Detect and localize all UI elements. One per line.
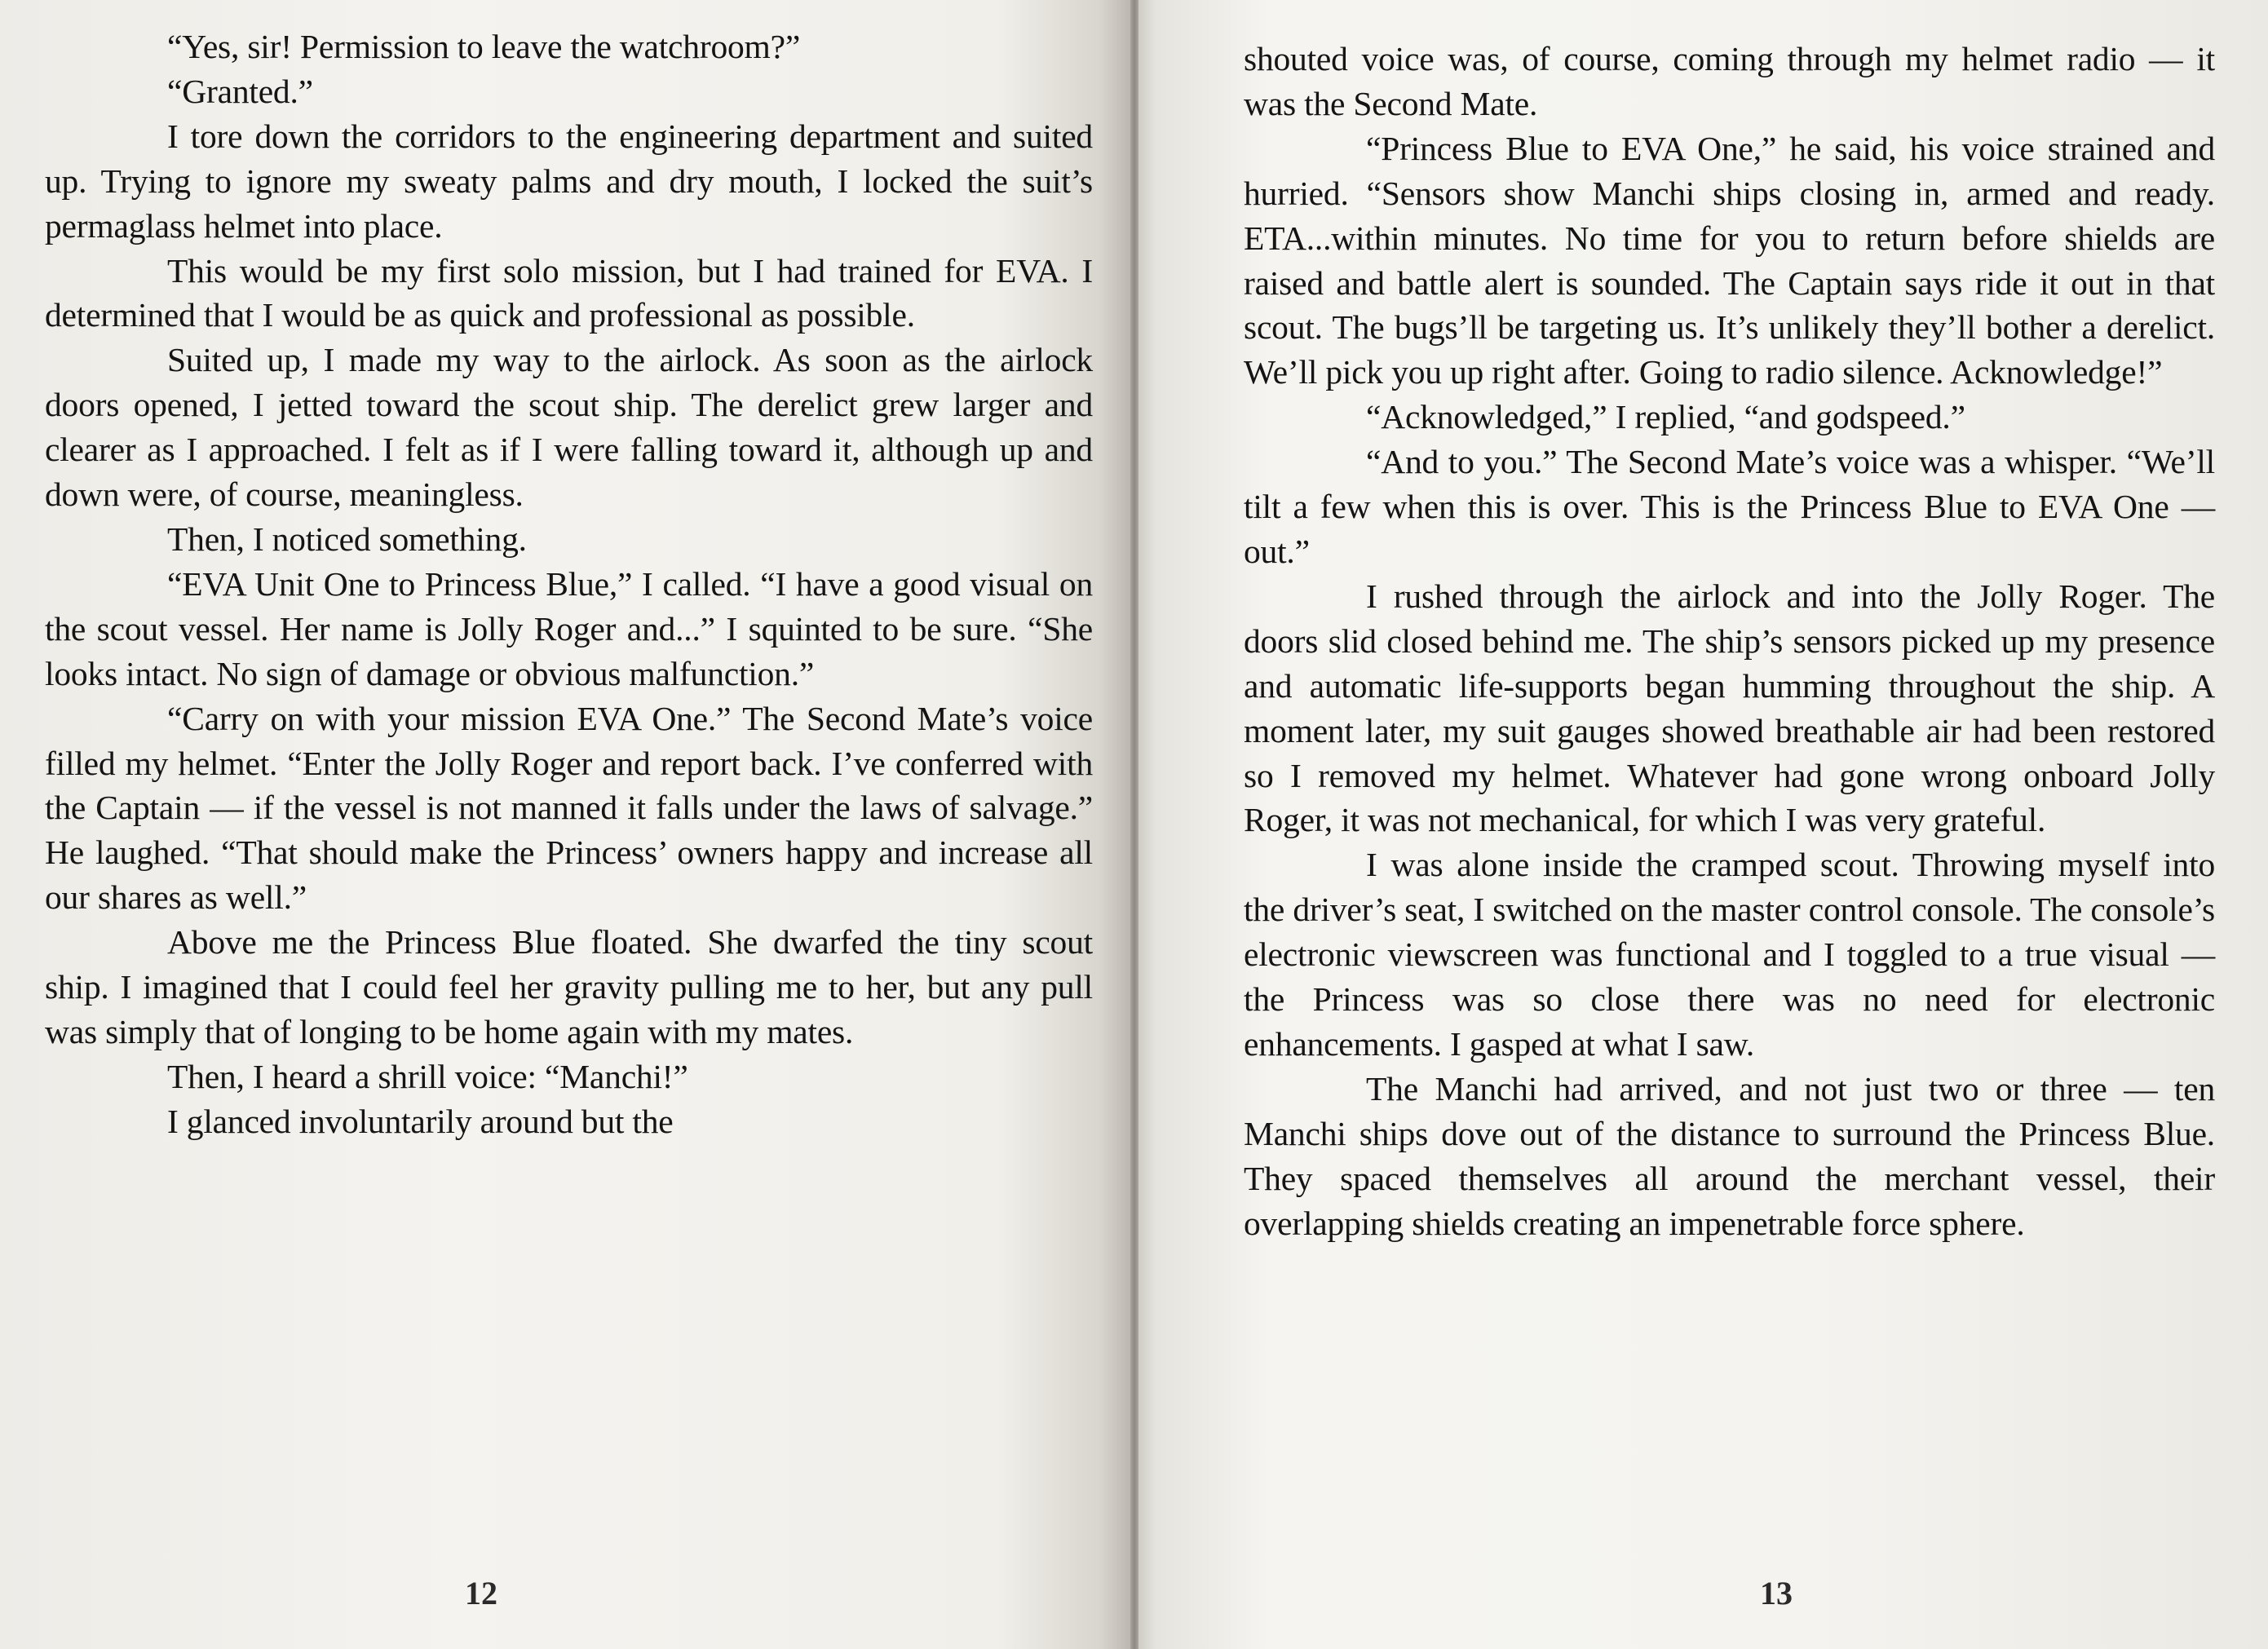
paragraph: “Granted.”	[167, 72, 313, 110]
paragraph: Then, I heard a shrill voice: “Manchi!”	[167, 1057, 688, 1095]
paragraph: “Carry on with your mission EVA One.” The Second Mate’s voice filled my helmet. “Enter the Jolly Roger and report back. I’ve conferred with the Captain — if the vessel is not manned it falls under the laws of salvage.” He laughed. “That should make the Princess’ owners happy and increase all our shares as well.”	[45, 699, 1093, 917]
paragraph: The Manchi had arrived, and not just two or three — ten Manchi ships dove out of the distance to surround the Princess Blue. They spaced themselves all around the merchant vessel, their overlapping shields creating an impenetrable force sphere.	[1244, 1069, 2215, 1242]
paragraph: I rushed through the airlock and into the Jolly Roger. The doors slid closed behind me. The ship’s sensors picked up my presence and automatic life-supports began humming throughout the ship. A moment later, my suit gauges showed breathable air had been restored so I removed my helmet. Whatever had gone wrong onboard Jolly Roger, it was not mechanical, for which I was very grateful.	[1244, 577, 2215, 839]
paragraph: I glanced involuntarily around but the	[167, 1102, 674, 1140]
paragraph: I was alone inside the cramped scout. Throwing myself into the driver’s seat, I switched on the master control console. The console’s electronic viewscreen was functional and I toggled to a true visual — the Princess was so close there was no need for electronic enhancements. I gasped at what I saw.	[1244, 846, 2215, 1063]
page-number: 13	[1760, 1575, 1793, 1611]
paragraph: “Yes, sir! Permission to leave the watchroom?”	[167, 28, 801, 65]
paragraph: Suited up, I made my way to the airlock. As soon as the airlock doors opened, I jetted toward the scout ship. The derelict grew larger and clearer as I approached. I felt as if I were falling toward it, although up and down were, of course, meaningless.	[45, 341, 1093, 514]
paragraph: shouted voice was, of course, coming through my helmet radio — it was the Second Mate.	[1244, 40, 2215, 122]
right-page-text	[1244, 37, 2215, 1245]
page-number: 12	[465, 1575, 497, 1611]
book-gutter	[1130, 0, 1138, 1649]
paragraph: “EVA Unit One to Princess Blue,” I called. “I have a good visual on the scout vessel. Her name is Jolly Roger and...” I squinted to be sure. “She looks intact. No sign of damage or obvious malfunction.”	[45, 564, 1093, 692]
paragraph: Above me the Princess Blue floated. She dwarfed the tiny scout ship. I imagined that I could feel her gravity pulling me to her, but any pull was simply that of longing to be home again with my mates.	[45, 923, 1093, 1050]
paragraph: This would be my first solo mission, but I had trained for EVA. I determined that I would be as quick and professional as possible.	[45, 251, 1093, 334]
paragraph: I tore down the corridors to the engineering department and suited up. Trying to ignore my sweaty palms and dry mouth, I locked the suit’s permaglass helmet into place.	[45, 117, 1093, 245]
right-page	[1134, 0, 2268, 1649]
left-page-text	[45, 24, 1093, 1144]
paragraph: “And to you.” The Second Mate’s voice was a whisper. “We’ll tilt a few when this is over. This is the Princess Blue to EVA One — out.”	[1244, 443, 2215, 570]
paragraph: “Acknowledged,” I replied, “and godspeed.”	[1366, 398, 1965, 436]
paragraph: Then, I noticed something.	[167, 519, 527, 558]
paragraph: “Princess Blue to EVA One,” he said, his voice strained and hurried. “Sensors show Manchi ships closing in, armed and ready. ETA...within minutes. No time for you to return before shields are raised and battle alert is sounded. The Captain says ride it out in that scout. The bugs’ll be targeting us. It’s unlikely they’ll bother a derelict. We’ll pick you up right after. Going to radio silence. Acknowledge!”	[1244, 129, 2215, 391]
